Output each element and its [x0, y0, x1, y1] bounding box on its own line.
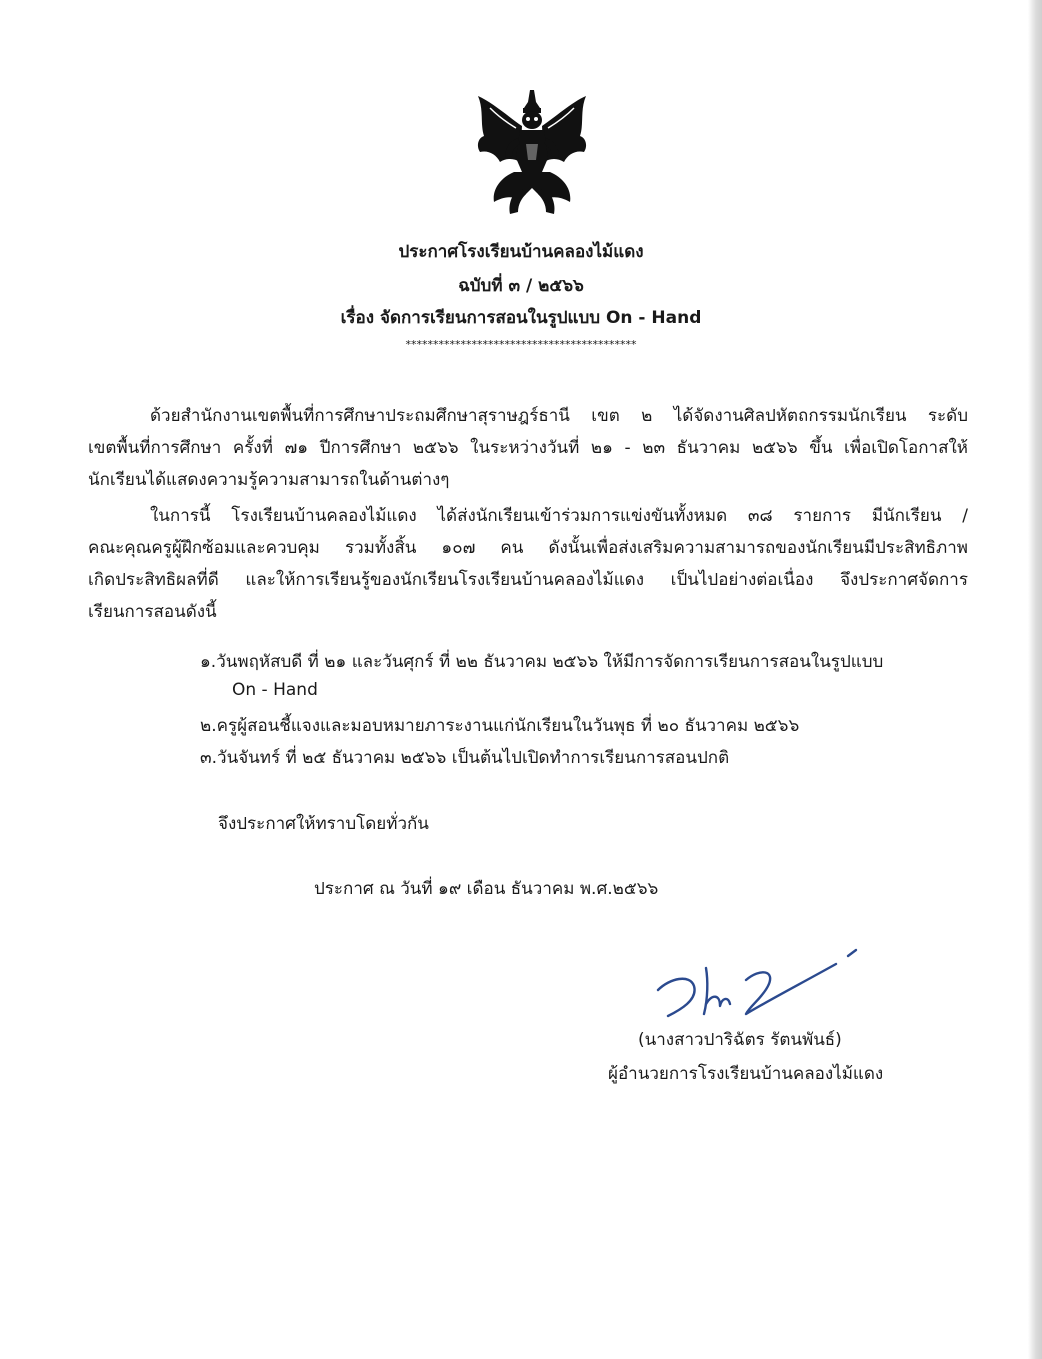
paragraph-2-line-4: เรียนการสอนดังนี้	[88, 602, 217, 622]
paragraph-2-line-3: เกิดประสิทธิผลที่ดี และให้การเรียนรู้ของนักเรียนโรงเรียนบ้านคลองไม้แดง เป็นไปอย่างต่อเนื่อง จึงประกาศจัดการ	[88, 570, 968, 590]
announcement-subject: เรื่อง จัดการเรียนการสอนในรูปแบบ On - Hand	[340, 308, 702, 328]
page-edge-shadow	[1028, 0, 1042, 1359]
signatory-position: ผู้อำนวยการโรงเรียนบ้านคลองไม้แดง	[608, 1064, 884, 1084]
paragraph-2-line-2: คณะคุณครูผู้ฝึกซ้อมและควบคุม รวมทั้งสิ้น ๑๐๗ คน ดังนั้นเพื่อส่งเสริมความสามารถของนักเรียนมีประสิทธิภาพ	[88, 538, 968, 558]
list-item-3: ๓.วันจันทร์ ที่ ๒๕ ธันวาคม ๒๕๖๖ เป็นต้นไปเปิดทำการเรียนการสอนปกติ	[200, 748, 730, 768]
paragraph-1-line-3: นักเรียนได้แสดงความรู้ความสามารถในด้านต่างๆ	[88, 470, 450, 490]
list-item-1: ๑.วันพฤหัสบดี ที่ ๒๑ และวันศุกร์ ที่ ๒๒ ธันวาคม ๒๕๖๖ ให้มีการจัดการเรียนการสอนในรูปแบบ	[200, 652, 884, 672]
signatory-name: (นางสาวปาริฉัตร รัตนพันธ์)	[638, 1030, 842, 1050]
paragraph-1-line-2: เขตพื้นที่การศึกษา ครั้งที่ ๗๑ ปีการศึกษา ๒๕๖๖ ในระหว่างวันที่ ๒๑ - ๒๓ ธันวาคม ๒๕๖๖ ขึ้น เพื่อเปิดโอกาสให้	[88, 438, 968, 458]
paragraph-2-line-1: ในการนี้ โรงเรียนบ้านคลองไม้แดง ได้ส่งนักเรียนเข้าร่วมการแข่งขันทั้งหมด ๓๘ รายการ มีนักเรียน /	[150, 506, 968, 526]
closing-statement: จึงประกาศให้ทราบโดยทั่วกัน	[218, 814, 429, 834]
garuda-emblem-icon	[470, 88, 594, 218]
announcement-issue-number: ฉบับที่ ๓ / ๒๕๖๖	[458, 276, 584, 296]
header-separator: ******************************************	[405, 338, 637, 351]
announcement-title: ประกาศโรงเรียนบ้านคลองไม้แดง	[398, 242, 644, 262]
paragraph-1-line-1: ด้วยสำนักงานเขตพื้นที่การศึกษาประถมศึกษาสุราษฎร์ธานี เขต ๒ ได้จัดงานศิลปหัตถกรรมนักเรียน ระดับ	[150, 406, 968, 426]
announcement-date: ประกาศ ณ วันที่ ๑๙ เดือน ธันวาคม พ.ศ.๒๕๖๖	[314, 879, 659, 899]
list-item-1-continuation: On - Hand	[232, 680, 318, 700]
handwritten-signature	[650, 938, 870, 1028]
list-item-2: ๒.ครูผู้สอนชี้แจงและมอบหมายภาระงานแก่นักเรียนในวันพุธ ที่ ๒๐ ธันวาคม ๒๕๖๖	[200, 716, 800, 736]
